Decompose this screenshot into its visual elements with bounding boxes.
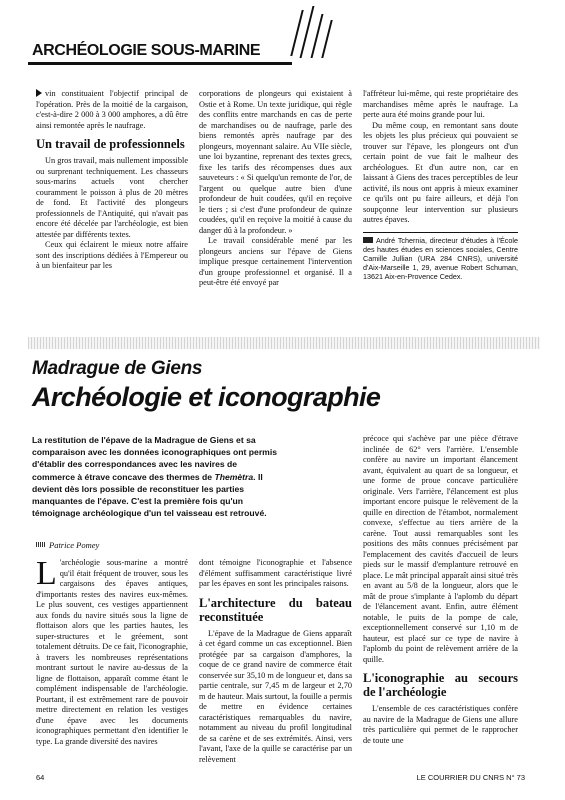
paragraph: corporations de plongeurs qui existaient à Ostie et à Rome. Un texte juridique, qui règle des conflits entre marchands en cas de perte de marchandises ou de naufrage, parle des biens remontés après naufrage par des plongeurs, moyennant salaire. Au VIIe siècle, une loi byzantine, reprenant des textes grecs, fixe les tarifs des récompenses dues aux sauveteurs : « Si quelqu'un remonte de l'or, de l'argent ou quelque autre bien d'une profondeur de huit coudées, qu'il en reçoive le tiers ; si c'est d'une profondeur de quinze coudées, qu'il en reçoive la moitié à cause du danger dû à la profondeur. » [199, 89, 352, 235]
paragraph: l'affréteur lui-même, qui reste propriétaire des marchandises même après le naufrage. La perte aura été moins grande pour lui. [363, 89, 518, 119]
header-slash [311, 14, 324, 58]
article-lede: La restitution de l'épave de la Madrague de Giens et sa comparaison avec les données iconographiques ont permis d'établir des correspondances avec les navires de commerce à étrave concave des thermes de Themètra. Il devient dès lors possible de reconstituer les parties manquantes de l'épave. C'est la première fois qu'un témoignage archéologique d'un tel vaisseau est retrouvé. [32, 435, 277, 519]
article-kicker: Madrague de Giens [32, 358, 203, 379]
section-title: ARCHÉOLOGIE SOUS-MARINE [32, 42, 261, 59]
continuation-arrow-icon [36, 89, 42, 97]
paragraph: Un gros travail, mais nullement impossible ou surprenant techniquement. Les chasseurs sous-marins actuels vont chercher couramment le poisson à plus de 20 mètres de fond. Et l'activité des plongeurs professionnels de l'Antiquité, qui n'avait pas encore été décelée par l'archéologie, est bien attestée par différents textes. [36, 156, 188, 239]
paragraph: L'ensemble de ces caractéristiques confère au navire de la Madrague de Giens une allure très particulière qui permet de le rapprocher de toute une [363, 704, 518, 745]
article-column-3 [363, 434, 518, 746]
paragraph: précoce qui s'achève par une pièce d'étrave inclinée de 62° vers l'arrière. L'ensemble confère au navire un important élancement avant, équivalent au quart de sa longueur, et une forme de proue concave particulière originale. Vers l'arrière, l'élancement est plus important encore puisque le relèvement de la quille en direction de l'étambot, normalement convexe, s'effectue au tiers arrière de la carène. Tout aussi remarquables sont les positions des mâts connues précisément par l'emplacement des cavités d'accueil de leurs pieds sur le massif d'emplanture retrouvé en place. Le mât principal apparaît ainsi situé très en avant au 5/8 de la longueur, alors que le mât de proue s'implante à l'aplomb du départ de l'élancement avant. Enfin, autre élément notable, le puits de la pompe de cale, exceptionnellement conservé sur 1,10 m de hauteur, est placé sur ce type de navire à l'aplomb du point de relèvement arrière de la quille. [363, 434, 518, 664]
article-author: Patrice Pomey [36, 540, 99, 550]
signature-rule [363, 232, 518, 233]
header-rule [28, 62, 292, 65]
paragraph: Le travail considérable mené par les plongeurs anciens sur l'épave de Giens implique presque certainement l'intervention d'un groupe professionnel et organisé. Il a peut-être été envoyé par [199, 236, 352, 287]
paragraph: vin constituaient l'objectif principal de l'opération. Près de la moitié de la cargaison, c'est-à-dire 2 000 à 3 000 amphores, a dû être ainsi remontée après le naufrage. [36, 89, 188, 130]
author-marker-icon [36, 542, 45, 547]
article-column-2 [199, 558, 352, 765]
publication-name: LE COURRIER DU CNRS N° 73 [416, 773, 525, 782]
separator-band [28, 337, 540, 349]
subheading: Un travail de professionnels [36, 137, 185, 151]
subheading: L'iconographie au secours de l'archéologie [363, 671, 518, 699]
drop-cap: L [36, 555, 57, 592]
signature-marker-icon [363, 237, 373, 243]
paragraph: L 'archéologie sous-marine a montré qu'il était fréquent de trouver, sous les cargaisons des épaves antiques, d'importants restes des navires eux-mêmes. Le plus souvent, ces vestiges appartiennent aux fonds du navire situés sous la ligne de flottaison alors que les parties hautes, les super-structures et le gréement, sont totalement détruits. De ce fait, l'iconographie, à travers les nombreuses représentations montrant surtout le navire au-dessus de la ligne de flottaison, apparaît comme étant le complément indispensable de l'archéologie. Pourtant, il est extrêmement rare de pouvoir mettre directement en relation les vestiges d'une épave avec les documents iconographiques permettant d'en identifier le type. La grande diversité des navires [36, 555, 188, 746]
top-column-1 [36, 89, 188, 272]
paragraph: Du même coup, en remontant sans doute les objets les plus précieux qui pouvaient se trouver sur l'épave, les plongeurs ont d'un certain point de vue fait le malheur des archéologues. Et d'un autre non, car en laissant à Giens des traces perceptibles de leur activité, ils nous ont appris à mieux examiner ce qu'ils ont pu faire ailleurs, et déjà l'on soupçonne leur intervention sur plusieurs autres épaves. [363, 120, 518, 224]
header-slash [321, 20, 332, 58]
paragraph: L'épave de la Madrague de Giens apparaît à cet égard comme un cas exceptionnel. Bien protégée par sa cargaison d'amphores, la coque de ce grand navire de commerce était conservée sur 35,10 m de longueur et, dans sa partie centrale, sur 7,45 m de largeur et 2,70 m de hauteur. Mais surtout, la fouille a permis de mettre en évidence certaines caractéristiques remarquables du navire, notamment au niveau du profil longitudinal de sa carène et de ses extrémités. Ainsi, vers l'avant, l'axe de la quille se caractérise par un relèvement [199, 628, 352, 764]
paragraph: Ceux qui éclairent le mieux notre affaire sont des inscriptions dédiées à l'Empereur ou à un bienfaiteur par les [36, 240, 188, 270]
top-column-2 [199, 89, 352, 289]
paragraph: dont témoigne l'iconographie et l'absence d'élément suffisamment caractéristique livré par les épaves en sont les principales raisons. [199, 558, 352, 588]
article-column-1 [36, 555, 188, 747]
subheading: L'architecture du bateau reconstituée [199, 595, 352, 624]
top-column-3 [363, 89, 518, 282]
author-signature: André Tchernia, directeur d'études à l'École des hautes études en sciences sociales, Centre Camille Jullian (URA 284 CNRS), université d'Aix-Marseille 1, 29, avenue Robert Schuman, 13621 Aix-en-Provence Cedex. [363, 235, 518, 282]
page-number: 64 [36, 773, 45, 782]
article-headline: Archéologie et iconographie [32, 382, 381, 412]
